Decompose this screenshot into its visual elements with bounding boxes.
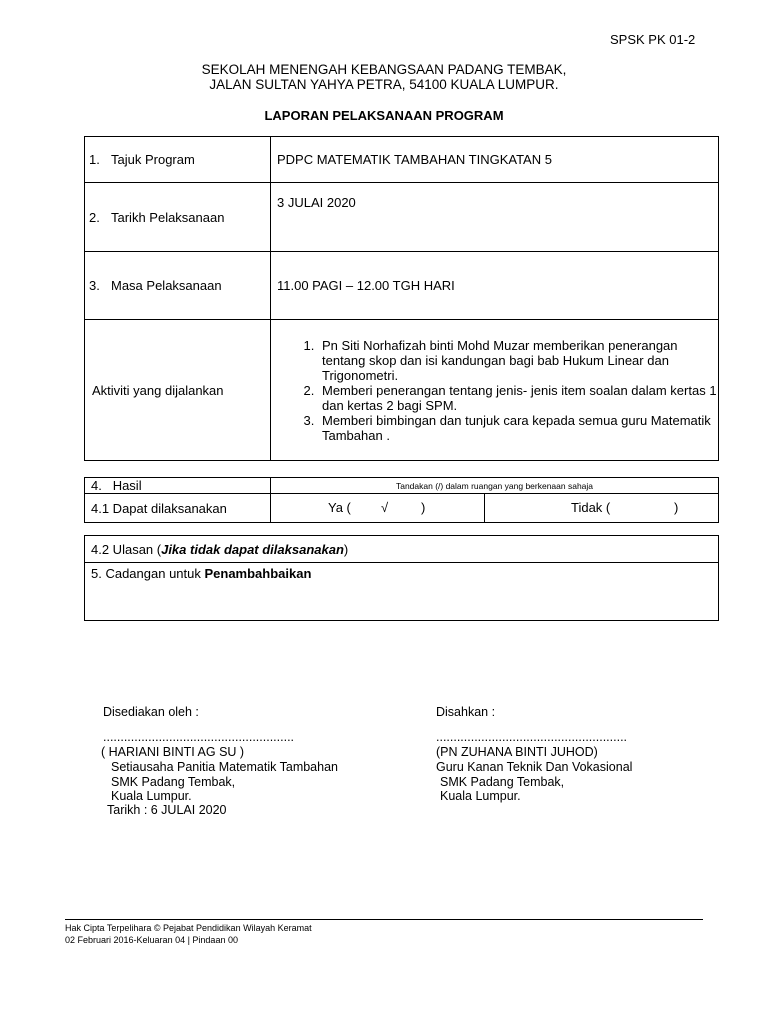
- results-header-row: [85, 478, 719, 494]
- option-ya: Ya ( √ ): [271, 494, 485, 523]
- approved-name: (PN ZUHANA BINTI JUHOD): [436, 745, 598, 759]
- footer: [65, 922, 312, 946]
- prepared-date: Tarikh : 6 JULAI 2020: [107, 803, 227, 817]
- footer-revision: 02 Februari 2016-Keluaran 04 | Pindaan 00: [65, 935, 238, 945]
- approved-signature-line: .......................................................: [436, 730, 628, 744]
- row-tarikh: [85, 183, 719, 252]
- list-item: 3. Memberi bimbingan dan tunjuk cara kepada semua guru Matematik Tambahan .: [318, 413, 718, 443]
- activity-list: [271, 338, 718, 443]
- row-number: 2.: [89, 209, 100, 225]
- prepared-role: Setiausaha Panitia Matematik Tambahan: [111, 760, 338, 774]
- label-tajuk: Tajuk Program: [111, 152, 195, 167]
- form-code: SPSK PK 01-2: [610, 32, 696, 47]
- footer-copyright: Hak Cipta Terpelihara © Pejabat Pendidikan Wilayah Keramat: [65, 923, 312, 933]
- label-tarikh: Tarikh Pelaksanaan: [111, 209, 225, 225]
- school-address: JALAN SULTAN YAHYA PETRA, 54100 KUALA LUMPUR.: [209, 77, 559, 92]
- approved-city: Kuala Lumpur.: [440, 789, 521, 803]
- hasil-label: Hasil: [112, 478, 142, 493]
- results-table: [84, 477, 719, 523]
- results-answer-row: [85, 494, 719, 523]
- row-aktiviti: [85, 320, 719, 461]
- prepared-heading: Disediakan oleh :: [103, 705, 199, 719]
- prepared-signature-line: .......................................................: [103, 730, 295, 744]
- list-item: 2. Memberi penerangan tentang jenis- jenis item soalan dalam kertas 1 dan kertas 2 bagi SPM.: [318, 383, 718, 413]
- list-item: 1. Pn Siti Norhafizah binti Mohd Muzar memberikan penerangan tentang skop dan isi kandungan bagi bab Hukum Linear dan Trigonometri.: [318, 338, 718, 383]
- value-masa: 11.00 PAGI – 12.00 TGH HARI: [271, 252, 719, 320]
- row-number: 1.: [89, 152, 100, 167]
- approved-school: SMK Padang Tembak,: [440, 775, 565, 789]
- row-ulasan: 4.2 Ulasan (Jika tidak dapat dilaksanakan): [85, 536, 719, 563]
- row-tajuk: [85, 137, 719, 183]
- ulasan-emphasis: Jika tidak dapat dilaksanakan: [161, 541, 344, 557]
- prepared-name: ( HARIANI BINTI AG SU ): [101, 745, 245, 759]
- cadangan-emphasis: Penambahbaikan: [204, 566, 312, 581]
- label-masa: Masa Pelaksanaan: [111, 278, 222, 293]
- row-cadangan: 5. Cadangan untuk Penambahbaikan: [85, 563, 719, 621]
- hasil-number: 4.: [91, 478, 102, 493]
- report-title: LAPORAN PELAKSANAAN PROGRAM: [264, 108, 504, 123]
- review-table: [84, 535, 719, 621]
- prepared-school: SMK Padang Tembak,: [111, 775, 236, 789]
- option-tidak: Tidak ( ): [485, 494, 719, 523]
- approved-heading: Disahkan :: [436, 705, 496, 719]
- label-aktiviti: Aktiviti yang dijalankan: [85, 320, 271, 461]
- row-masa: [85, 252, 719, 320]
- value-tajuk: PDPC MATEMATIK TAMBAHAN TINGKATAN 5: [271, 137, 719, 183]
- program-details-table: [84, 136, 719, 461]
- question-dilaksanakan: 4.1 Dapat dilaksanakan: [85, 494, 271, 523]
- prepared-city: Kuala Lumpur.: [111, 789, 192, 803]
- check-mark: √: [381, 500, 389, 515]
- approved-role: Guru Kanan Teknik Dan Vokasional: [436, 760, 633, 774]
- row-number: 3.: [89, 278, 100, 293]
- school-name: SEKOLAH MENENGAH KEBANGSAAN PADANG TEMBAK,: [201, 62, 567, 77]
- hasil-instruction: Tandakan (/) dalam ruangan yang berkenaan sahaja: [271, 478, 719, 494]
- footer-divider: [65, 919, 703, 920]
- value-tarikh: 3 JULAI 2020: [271, 183, 719, 252]
